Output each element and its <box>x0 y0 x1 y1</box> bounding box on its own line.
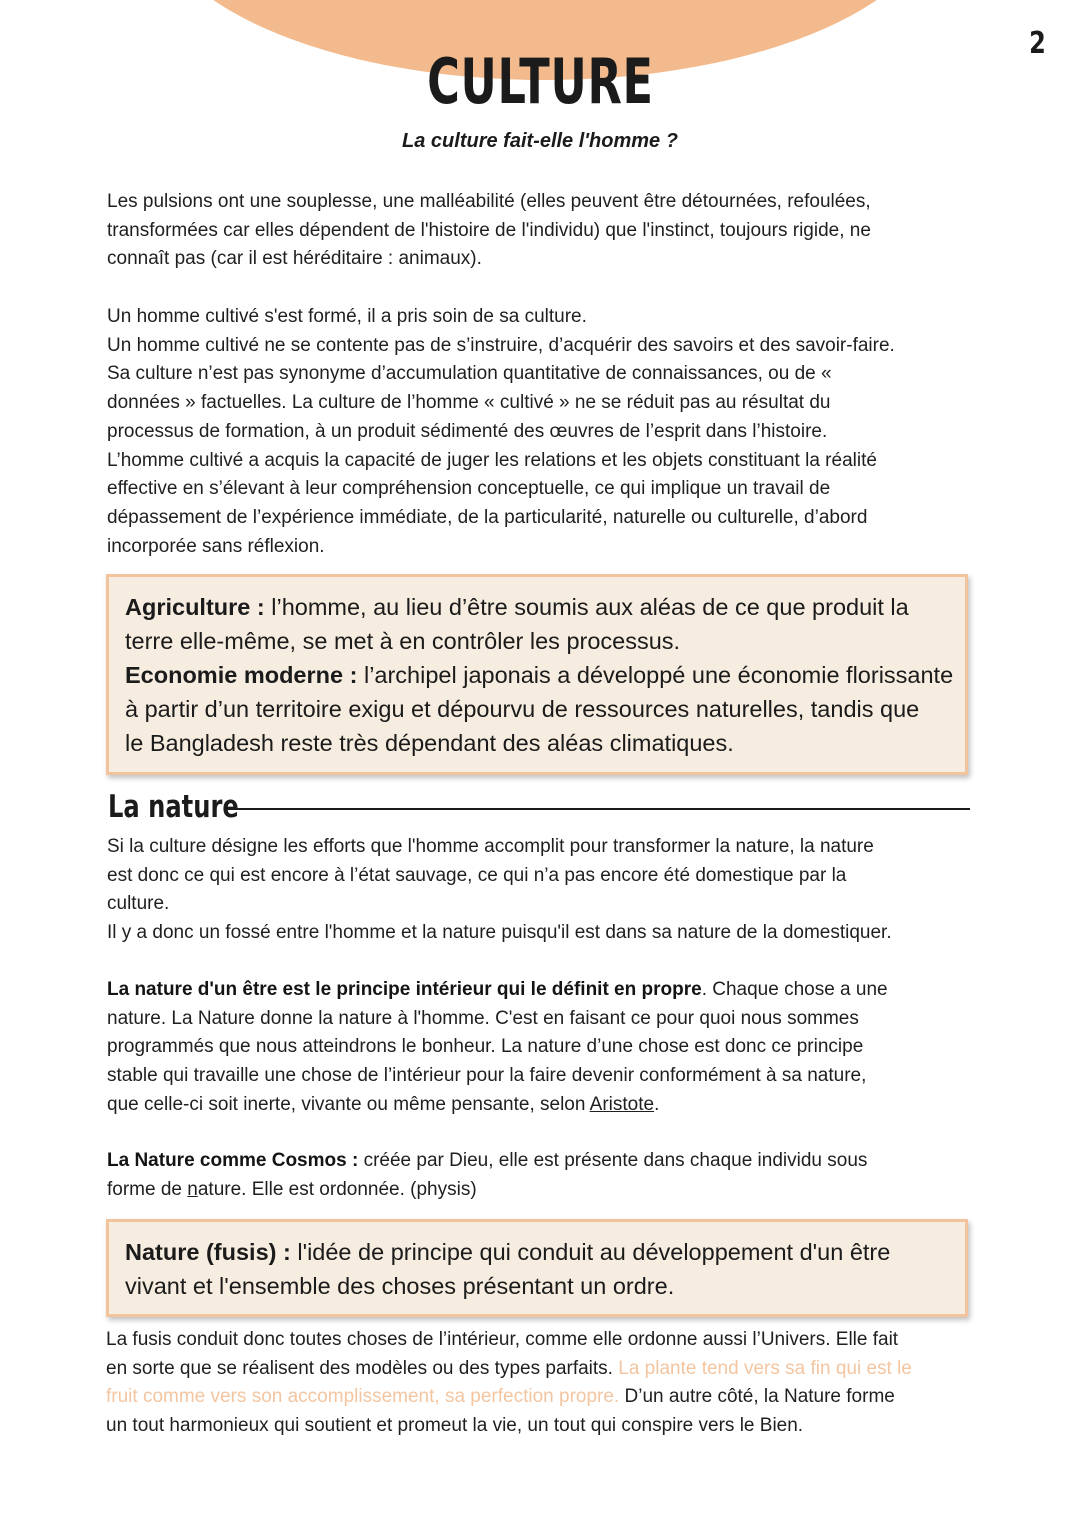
text-line: données » factuelles. La culture de l’homme « cultivé » ne se réduit pas au résultat du <box>107 392 831 414</box>
page-subtitle: La culture fait-elle l'homme ? <box>402 130 678 152</box>
page-number: 2 <box>1029 26 1046 61</box>
term-economie-moderne: Economie moderne : <box>125 662 358 688</box>
page-title <box>0 45 1080 118</box>
text-line: connaît pas (car il est héréditaire : animaux). <box>107 248 482 270</box>
text-line: Si la culture désigne les efforts que l'homme accomplit pour transformer la nature, la nature <box>107 836 874 857</box>
text-line: Un homme cultivé ne se contente pas de s’instruire, d’acquérir des savoirs et des savoir-faire. <box>107 334 895 356</box>
nature-paragraph-1 <box>107 833 977 948</box>
page-title-text: CULTURE <box>426 45 654 118</box>
faded-text: fruit comme vers son accomplissement, sa perfection propre. <box>106 1386 620 1408</box>
faded-text: La plante tend vers sa fin qui est le <box>618 1357 912 1379</box>
bold-term-cosmos: La Nature comme Cosmos : <box>107 1150 359 1171</box>
nature-paragraph-2 <box>107 976 977 1120</box>
intro-paragraph-1 <box>107 188 977 274</box>
text-line: transformées car elles dépendent de l'histoire de l'individu) que l'instinct, toujours rigide, ne <box>107 219 871 241</box>
box-text <box>109 1222 965 1303</box>
text-line: vivant et l'ensemble des choses présentant un ordre. <box>125 1273 675 1299</box>
text-line: créée par Dieu, elle est présente dans chaque individu sous <box>358 1150 868 1171</box>
text-line: L’homme cultivé a acquis la capacité de juger les relations et les objets constituant la réalité <box>107 449 877 471</box>
text-line: est donc ce qui est encore à l’état sauvage, ce qui n’a pas encore été domestique par la <box>107 864 847 886</box>
section-heading-nature <box>108 787 970 827</box>
text-line: que celle-ci soit inerte, vivante ou même pensante, selon <box>107 1093 590 1115</box>
section-heading-label: La nature <box>108 789 239 825</box>
closing-paragraph <box>106 1326 976 1441</box>
text-line: . Chaque chose a une <box>701 979 888 1000</box>
underlined-letter: n <box>187 1178 198 1200</box>
box-text <box>109 577 965 760</box>
term-agriculture: Agriculture : <box>125 594 265 620</box>
text-line: nature. La Nature donne la nature à l'homme. C'est en faisant ce pour quoi nous sommes <box>107 1007 859 1029</box>
definition-box-fusis <box>106 1219 968 1317</box>
nature-paragraph-3 <box>107 1147 977 1204</box>
text-line: Il y a donc un fossé entre l'homme et la nature puisqu'il est dans sa nature de la domestiquer. <box>107 922 892 944</box>
text-line: La fusis conduit donc toutes choses de l’intérieur, comme elle ordonne aussi l’Univers. Elle fait <box>106 1329 899 1350</box>
text-line: effective en s’élevant à leur compréhension conceptuelle, ce qui implique un travail de <box>107 478 831 500</box>
text-punctuation: . <box>654 1093 660 1115</box>
text-line: le Bangladesh reste très dépendant des aléas climatiques. <box>125 730 734 756</box>
text-line: programmés que nous atteindrons le bonheur. La nature d’une chose est donc ce principe <box>107 1036 864 1058</box>
text-line: incorporée sans réflexion. <box>107 535 325 557</box>
text-line: Sa culture n’est pas synonyme d’accumulation quantitative de connaissances, ou de « <box>107 363 832 385</box>
heading-rule <box>230 808 970 810</box>
text-line: en sorte que se réalisent des modèles ou des types parfaits. <box>106 1357 619 1379</box>
text-line: Les pulsions ont une souplesse, une malléabilité (elles peuvent être détournées, refoulées, <box>107 191 871 212</box>
text-line: Un homme cultivé s'est formé, il a pris soin de sa culture. <box>107 306 587 327</box>
intro-paragraph-2 <box>107 303 977 561</box>
text-line: terre elle-même, se met à en contrôler les processus. <box>125 628 681 654</box>
text-line: D’un autre côté, la Nature forme <box>619 1386 895 1408</box>
text-line: culture. <box>107 893 170 915</box>
bold-definition: La nature d'un être est le principe intérieur qui le définit en propre <box>107 979 702 1000</box>
text-line: dépassement de l’expérience immédiate, de la particularité, naturelle ou culturelle, d’abord <box>107 506 868 528</box>
text-line: forme de <box>107 1178 188 1200</box>
text-line: stable qui travaille une chose de l’intérieur pour la faire devenir conformément à sa nature, <box>107 1065 867 1087</box>
text-line: un tout harmonieux qui soutient et promeut la vie, un tout qui conspire vers le Bien. <box>106 1415 804 1437</box>
text-line: l'idée de principe qui conduit au développement d'un être <box>290 1239 891 1265</box>
text-line: l’homme, au lieu d’être soumis aux aléas de ce que produit la <box>264 594 909 620</box>
text-line: l’archipel japonais a développé une économie florissante <box>357 662 954 688</box>
aristote-link[interactable]: Aristote <box>589 1093 655 1115</box>
term-nature-fusis: Nature (fusis) : <box>125 1239 291 1265</box>
text-line: à partir d’un territoire exigu et dépourvu de ressources naturelles, tandis que <box>125 696 920 722</box>
text-line: ature. Elle est ordonnée. (physis) <box>197 1178 477 1200</box>
text-line: processus de formation, à un produit sédimenté des œuvres de l’esprit dans l’histoire. <box>107 420 828 442</box>
definition-box-examples <box>106 574 968 775</box>
